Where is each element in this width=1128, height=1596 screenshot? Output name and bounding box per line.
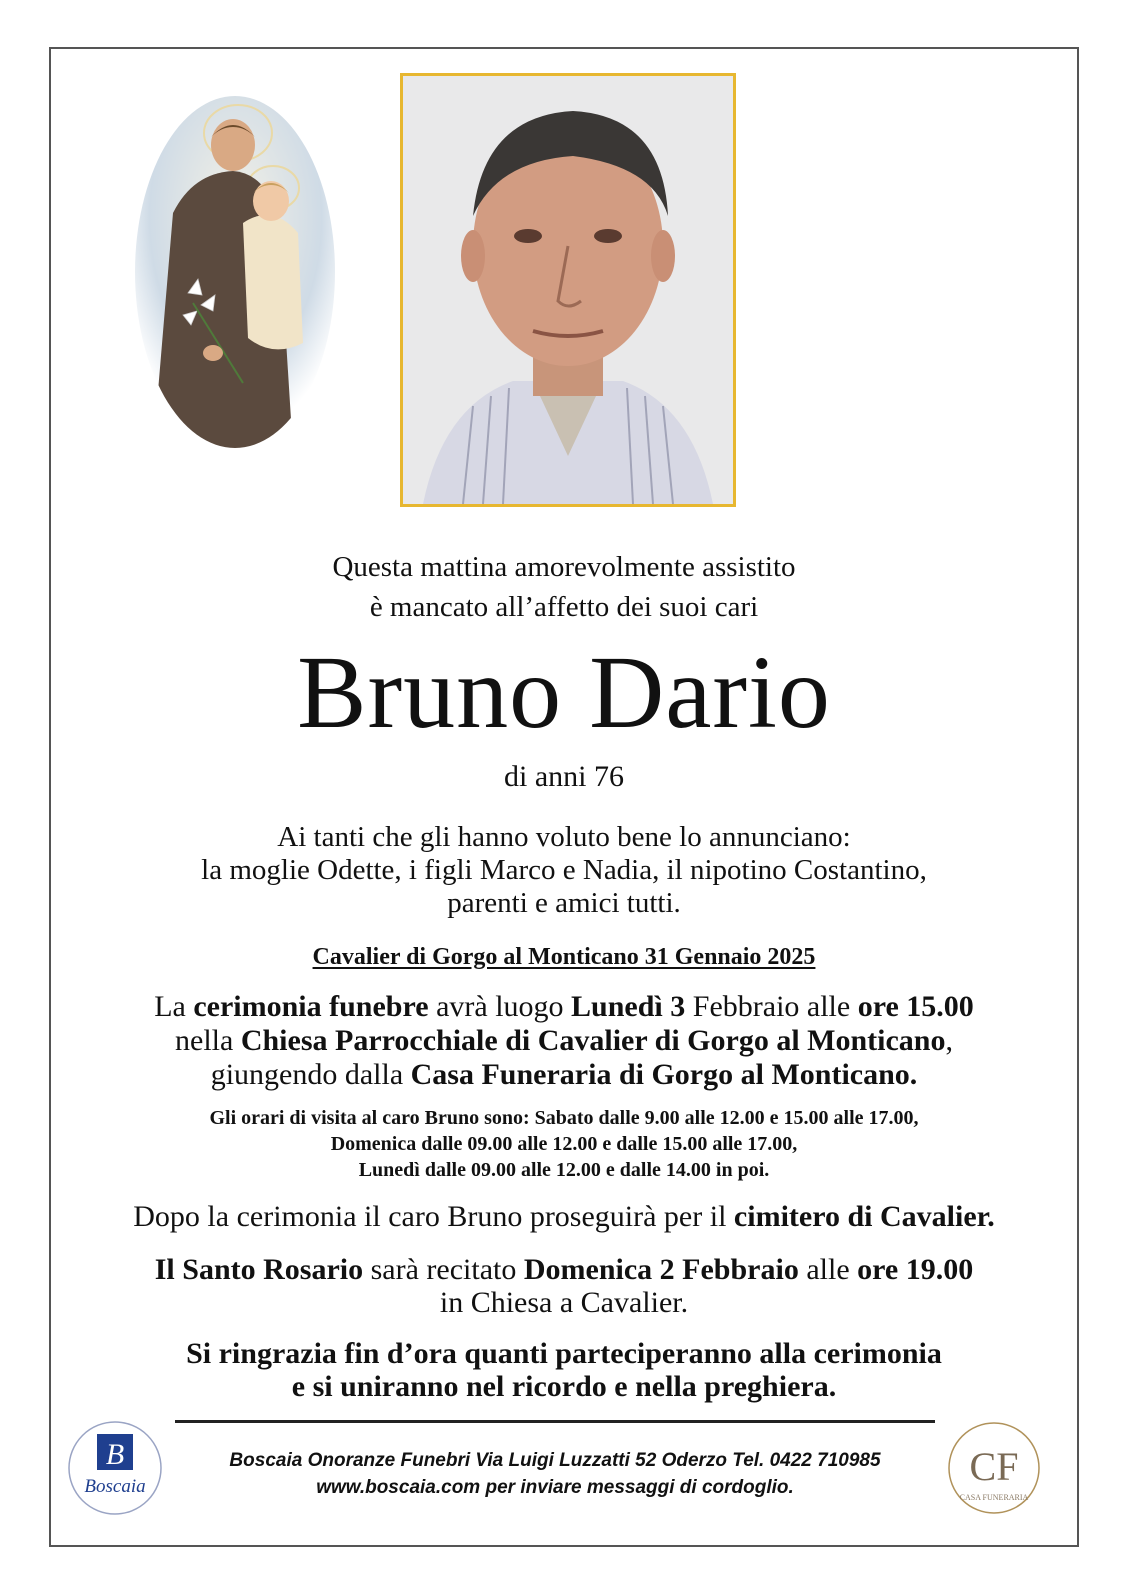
thanks-line-2: e si uniranno nel ricordo e nella preghiera.	[291, 1370, 837, 1403]
casa-funeraria-logo	[946, 1420, 1042, 1516]
ceremony-text: giungendo dalla	[210, 1058, 411, 1091]
burial-text: Dopo la cerimonia il caro Bruno proseguirà per il	[133, 1200, 734, 1233]
place-date-text: Cavalier di Gorgo al Monticano 31 Gennaio 2025	[312, 944, 816, 970]
footer-website: www.boscaia.com per inviare messaggi di cordoglio.	[316, 1477, 794, 1498]
ceremony-text: ,	[945, 1024, 953, 1057]
ceremony-time: ore 15.00	[857, 990, 974, 1023]
deceased-age: di anni 76	[504, 760, 624, 793]
intro-line-2: è mancato all’affetto dei suoi cari	[369, 591, 759, 623]
ceremony-bold: cerimonia funebre	[193, 990, 429, 1023]
footer-divider	[175, 1420, 935, 1423]
saint-anthony-image	[133, 93, 338, 451]
visit-hours-line-3: Lunedì dalle 09.00 alle 12.00 e dalle 14.00 in poi.	[358, 1159, 770, 1181]
portrait-image	[403, 76, 733, 504]
rosary-time: ore 19.00	[857, 1253, 974, 1286]
burial-line	[49, 1200, 1079, 1234]
ceremony-text: Febbraio alle	[685, 990, 858, 1023]
ceremony-text: avrà luogo	[428, 990, 572, 1023]
thanks-line-1: Si ringrazia fin d’ora quanti parteciperanno alla cerimonia	[186, 1337, 942, 1370]
boscaia-logo	[67, 1420, 163, 1516]
ceremony-line-2	[49, 1024, 1079, 1058]
visit-hours-line-1: Gli orari di visita al caro Bruno sono: Sabato dalle 9.00 alle 12.00 e 15.00 alle 17.00,	[209, 1107, 919, 1129]
place-date	[49, 940, 1079, 974]
casa-funeraria-text: CASA FUNERARIA	[959, 1493, 1029, 1502]
boscaia-logo-initial: B	[105, 1438, 125, 1471]
ceremony-text: nella	[175, 1024, 241, 1057]
cemetery-name: cimitero di Cavalier.	[733, 1200, 995, 1233]
ceremony-day: Lunedì 3	[571, 990, 686, 1023]
rosary-line-1	[49, 1253, 1079, 1287]
visit-hours-line-2: Domenica dalle 09.00 alle 12.00 e dalle 15.00 alle 17.00,	[330, 1133, 798, 1155]
rosary-text: sarà recitato	[363, 1253, 524, 1286]
deceased-name: Bruno Dario	[297, 635, 831, 750]
announcement-line-1: Ai tanti che gli hanno voluto bene lo annunciano:	[277, 821, 851, 853]
rosary-title: Il Santo Rosario	[154, 1253, 364, 1286]
ceremony-church: Chiesa Parrocchiale di Cavalier di Gorgo al Monticano	[240, 1024, 946, 1057]
ceremony-line-1	[49, 990, 1079, 1024]
rosary-day: Domenica 2 Febbraio	[523, 1253, 799, 1286]
announcement-line-2: la moglie Odette, i figli Marco e Nadia, il nipotino Costantino,	[201, 854, 927, 886]
ceremony-funeral-home: Casa Funeraria di Gorgo al Monticano.	[410, 1058, 918, 1091]
ceremony-text: La	[154, 990, 194, 1023]
boscaia-logo-text: Boscaia	[84, 1476, 146, 1497]
rosary-line-2: in Chiesa a Cavalier.	[439, 1286, 689, 1319]
casa-funeraria-mark: CF	[969, 1444, 1019, 1489]
ceremony-line-3	[49, 1058, 1079, 1092]
footer-address: Boscaia Onoranze Funebri Via Luigi Luzzatti 52 Oderzo Tel. 0422 710985	[229, 1450, 881, 1471]
rosary-text: alle	[798, 1253, 858, 1286]
intro-line-1: Questa mattina amorevolmente assistito	[332, 551, 796, 583]
announcement-line-3: parenti e amici tutti.	[447, 887, 681, 919]
deceased-portrait	[400, 73, 736, 507]
